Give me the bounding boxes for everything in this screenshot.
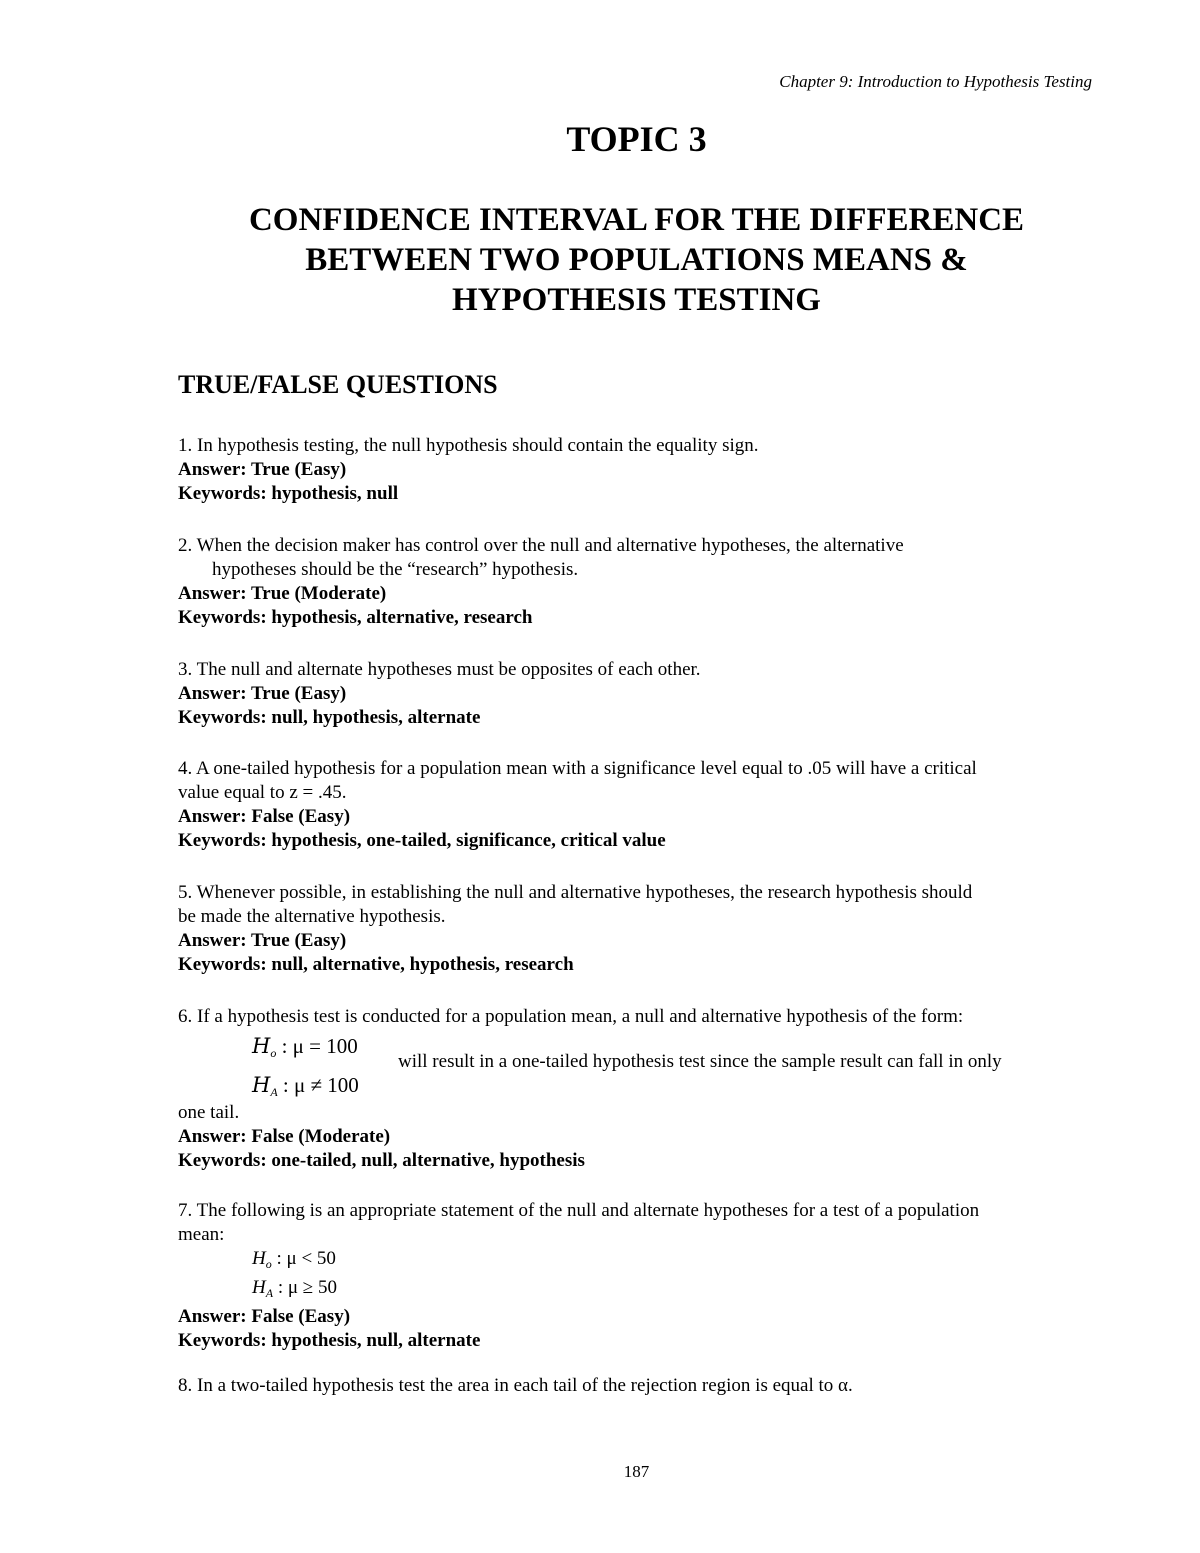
keywords: Keywords: null, hypothesis, alternate — [178, 707, 481, 728]
question-3 — [178, 658, 1098, 730]
answer: Answer: True (Moderate) — [178, 583, 387, 604]
alternative-hypothesis: $H_A$ : μ ≥ 50 — [252, 1277, 337, 1300]
question-text-cont: hypotheses should be the “research” hypothesis. — [212, 559, 579, 580]
page-title — [0, 200, 1200, 320]
keywords: Keywords: hypothesis, null, alternate — [178, 1330, 481, 1351]
question-text-cont: value equal to z = .45. — [178, 782, 347, 803]
question-4 — [178, 757, 1098, 853]
question-6-cont — [398, 1050, 1098, 1074]
question-text: 6. If a hypothesis test is conducted for a population mean, a null and alternative hypothesis of the form: — [178, 1006, 964, 1027]
question-text: 4. A one-tailed hypothesis for a population mean with a significance level equal to .05 will have a critical — [178, 758, 977, 779]
keywords: Keywords: hypothesis, one-tailed, significance, critical value — [178, 830, 666, 851]
keywords: Keywords: null, alternative, hypothesis, research — [178, 954, 574, 975]
title-line: CONFIDENCE INTERVAL FOR THE DIFFERENCE — [248, 202, 1025, 238]
question-text: 5. Whenever possible, in establishing the null and alternative hypotheses, the research hypothesis should — [178, 882, 973, 903]
question-6-tail — [178, 1101, 1098, 1173]
question-text: 1. In hypothesis testing, the null hypothesis should contain the equality sign. — [178, 435, 759, 456]
question-text: 2. When the decision maker has control over the null and alternative hypotheses, the alternative — [178, 535, 904, 556]
question-1 — [178, 434, 1098, 506]
question-text: 8. In a two-tailed hypothesis test the area in each tail of the rejection region is equal to α. — [178, 1375, 853, 1396]
keywords: Keywords: hypothesis, alternative, research — [178, 607, 533, 628]
hypotheses-block — [252, 1030, 359, 1108]
topic-heading: TOPIC 3 — [566, 119, 707, 159]
keywords: Keywords: hypothesis, null — [178, 483, 399, 504]
keywords: Keywords: one-tailed, null, alternative, hypothesis — [178, 1150, 585, 1171]
answer: Answer: False (Easy) — [178, 806, 351, 827]
question-text: 7. The following is an appropriate statement of the null and alternate hypotheses for a test of a population — [178, 1200, 980, 1221]
question-5 — [178, 881, 1098, 977]
title-line: HYPOTHESIS TESTING — [452, 282, 821, 318]
answer: Answer: False (Moderate) — [178, 1126, 391, 1147]
answer: Answer: True (Easy) — [178, 683, 347, 704]
question-2 — [178, 534, 1098, 630]
page-number: 187 — [623, 1462, 650, 1481]
question-8 — [178, 1374, 1098, 1398]
question-text-cont: one tail. — [178, 1102, 240, 1123]
question-6 — [178, 1005, 1098, 1029]
answer: Answer: False (Easy) — [178, 1306, 351, 1327]
answer: Answer: True (Easy) — [178, 459, 347, 480]
question-7 — [178, 1199, 1098, 1353]
section-heading: TRUE/FALSE QUESTIONS — [178, 370, 498, 399]
question-text-cont: will result in a one-tailed hypothesis test since the sample result can fall in only — [398, 1051, 1002, 1072]
question-text: 3. The null and alternate hypotheses must be opposites of each other. — [178, 659, 701, 680]
title-line: BETWEEN TWO POPULATIONS MEANS & — [305, 242, 968, 278]
question-text-cont: mean: — [178, 1224, 225, 1245]
alternative-hypothesis: $H_A$ : μ ≠ 100 — [252, 1073, 359, 1099]
running-header: Chapter 9: Introduction to Hypothesis Testing — [779, 72, 1092, 91]
null-hypothesis: $H_o$ : μ < 50 — [252, 1248, 336, 1271]
question-text-cont: be made the alternative hypothesis. — [178, 906, 446, 927]
answer: Answer: True (Easy) — [178, 930, 347, 951]
null-hypothesis: $H_o$ : μ = 100 — [252, 1034, 358, 1060]
